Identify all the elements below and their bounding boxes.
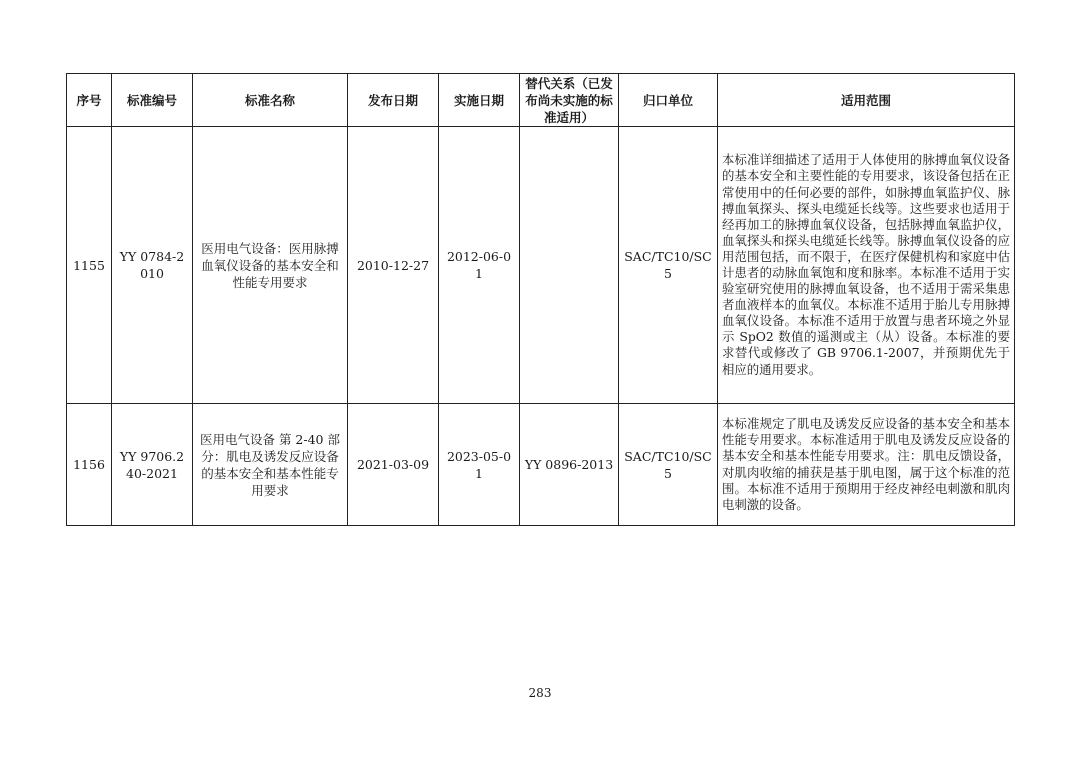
header-implement-date: 实施日期 [439,74,520,127]
cell-name: 医用电气设备：医用脉搏血氧仪设备的基本安全和性能专用要求 [193,127,348,404]
header-code: 标准编号 [112,74,193,127]
cell-scope: 本标准规定了肌电及诱发反应设备的基本安全和基本性能专用要求。本标准适用于肌电及诱发反应设备的基本安全和基本性能专用要求。注：肌电反馈设备，对肌肉收缩的捕获是基于肌电图，属于这个标准的范围。本标准不适用于预期用于经皮神经电刺激和肌肉电刺激的设备。 [718,404,1015,526]
header-replace: 替代关系（已发布尚未实施的标准适用） [520,74,619,127]
header-row [67,74,1015,127]
header-name: 标准名称 [193,74,348,127]
cell-name: 医用电气设备 第 2-40 部分：肌电及诱发反应设备的基本安全和基本性能专用要求 [193,404,348,526]
standards-table [66,73,1015,526]
header-scope: 适用范围 [718,74,1015,127]
cell-implement-date: 2023-05-01 [439,404,520,526]
cell-replace [520,127,619,404]
cell-code: YY 0784-2010 [112,127,193,404]
cell-scope: 本标准详细描述了适用于人体使用的脉搏血氧仪设备的基本安全和主要性能的专用要求，该设备包括在正常使用中的任何必要的部件，如脉搏血氧监护仪、脉搏血氧探头、探头电缆延长线等。这些要求也适用于经再加工的脉搏血氧仪设备，包括脉搏血氧监护仪，血氧探头和探头电缆延长线等。脉搏血氧仪设备的应用范围包括，而不限于，在医疗保健机构和家庭中估计患者的动脉血氧饱和度和脉率。本标准不适用于实验室研究使用的脉搏血氧设备，也不适用于需采集患者血液样本的血氧仪。本标准不适用于胎儿专用脉搏血氧仪设备。本标准不适用于放置与患者环境之外显示 SpO2 数值的遥测或主（从）设备。本标准的要求替代或修改了 GB 9706.1-2007，并预期优先于相应的通用要求。 [718,127,1015,404]
header-seq: 序号 [67,74,112,127]
header-publish-date: 发布日期 [348,74,439,127]
cell-code: YY 9706.240-2021 [112,404,193,526]
table-row [67,404,1015,526]
table-row [67,127,1015,404]
cell-publish-date: 2021-03-09 [348,404,439,526]
cell-publish-date: 2010-12-27 [348,127,439,404]
cell-seq: 1156 [67,404,112,526]
cell-implement-date: 2012-06-01 [439,127,520,404]
page-number: 283 [528,686,552,700]
header-org: 归口单位 [619,74,718,127]
cell-seq: 1155 [67,127,112,404]
cell-org: SAC/TC10/SC5 [619,127,718,404]
cell-org: SAC/TC10/SC5 [619,404,718,526]
cell-replace: YY 0896-2013 [520,404,619,526]
